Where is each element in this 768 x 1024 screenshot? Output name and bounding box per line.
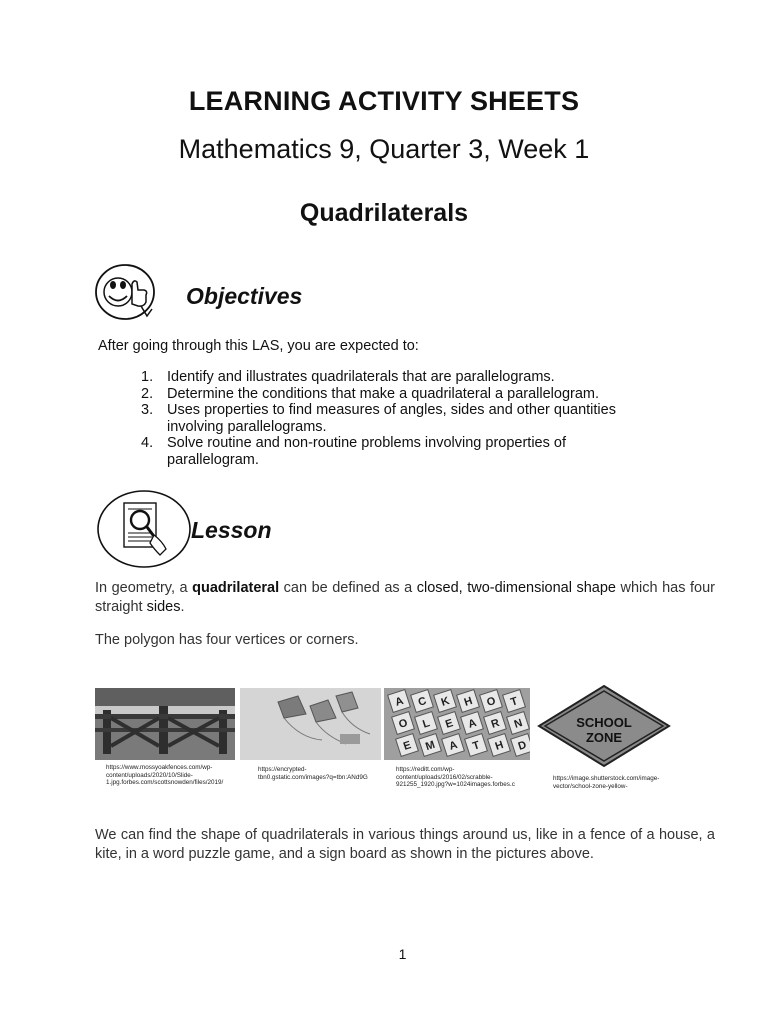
scrabble-photo: [384, 688, 530, 760]
document-subtitle: Mathematics 9, Quarter 3, Week 1: [178, 134, 590, 164]
fence-photo: [95, 688, 235, 760]
svg-text:A: A: [466, 717, 478, 731]
fence-photo-credit: https://www.mossyoakfences.com/wp-content/uploads/2020/10/Slide-1.jpg.forbes.com/scottsnowden/files/2019/: [106, 764, 224, 786]
svg-text:N: N: [512, 717, 524, 731]
svg-text:M: M: [424, 738, 437, 754]
objectives-heading: Objectives: [186, 283, 303, 309]
objectives-list: [141, 369, 661, 468]
kites-photo: [240, 688, 381, 760]
magnifier-document-icon: [96, 489, 192, 569]
lesson-vertices-paragraph: The polygon has four vertices or corners.: [95, 632, 359, 648]
svg-text:T: T: [471, 739, 482, 753]
sign-image-credit: https://image.shutterstock.com/image-vector/school-zone-yellow-: [553, 775, 660, 790]
page-number: 1: [398, 946, 407, 962]
svg-text:T: T: [509, 695, 520, 709]
objectives-intro: After going through this LAS, you are expected to:: [98, 338, 419, 354]
svg-text:D: D: [516, 739, 528, 753]
closed-shape-link[interactable]: closed, two-dimensional shape: [416, 580, 616, 596]
scrabble-photo-credit: https://reditt.com/wp-content/uploads/2016/02/scrabble-921255_1920.jpg?w=1024images.forbes.c: [396, 766, 515, 788]
smiley-thumbs-up-icon: [94, 262, 158, 322]
svg-text:K: K: [439, 695, 451, 709]
svg-text:E: E: [443, 717, 455, 731]
svg-text:L: L: [421, 717, 432, 731]
sign-text-line1: SCHOOL: [576, 715, 632, 730]
svg-text:H: H: [462, 695, 474, 709]
list-item: 4. Solve routine and non-routine problems involving properties of parallelogram.: [141, 435, 566, 468]
svg-text:A: A: [393, 695, 405, 709]
svg-text:A: A: [447, 739, 459, 753]
list-item: 1. Identify and illustrates quadrilaterals that are parallelograms.: [141, 369, 555, 385]
topic-title: Quadrilaterals: [299, 199, 469, 227]
list-item: 2. Determine the conditions that make a quadrilateral a parallelogram.: [141, 385, 600, 402]
svg-text:H: H: [493, 739, 505, 753]
document-title: LEARNING ACTIVITY SHEETS: [188, 86, 580, 116]
svg-text:O: O: [485, 694, 498, 709]
kites-photo-credit: https://encrypted-tbn0.gstatic.com/images?q=tbn:ANd9G: [258, 766, 368, 781]
lesson-definition-paragraph: In geometry, a quadrilateral can be defined as a closed, two-dimensional shape which has four straight sides.: [95, 580, 715, 615]
svg-text:C: C: [416, 695, 428, 709]
school-zone-sign-image: [537, 684, 671, 768]
scrabble-tiles: [384, 688, 530, 760]
svg-text:R: R: [489, 717, 501, 731]
sides-link[interactable]: sides: [146, 599, 181, 615]
svg-text:O: O: [397, 716, 410, 731]
list-item: 3. Uses properties to find measures of angles, sides and other quantities involving parallelograms.: [141, 402, 616, 435]
closing-paragraph: We can find the shape of quadrilaterals in various things around us, like in a fence of a house, a kite, in a word puzzle game, and a sign board as shown in the pictures above.: [95, 827, 715, 862]
svg-text:E: E: [401, 739, 413, 753]
sign-text-line2: ZONE: [585, 730, 623, 745]
lesson-heading: Lesson: [191, 517, 272, 543]
